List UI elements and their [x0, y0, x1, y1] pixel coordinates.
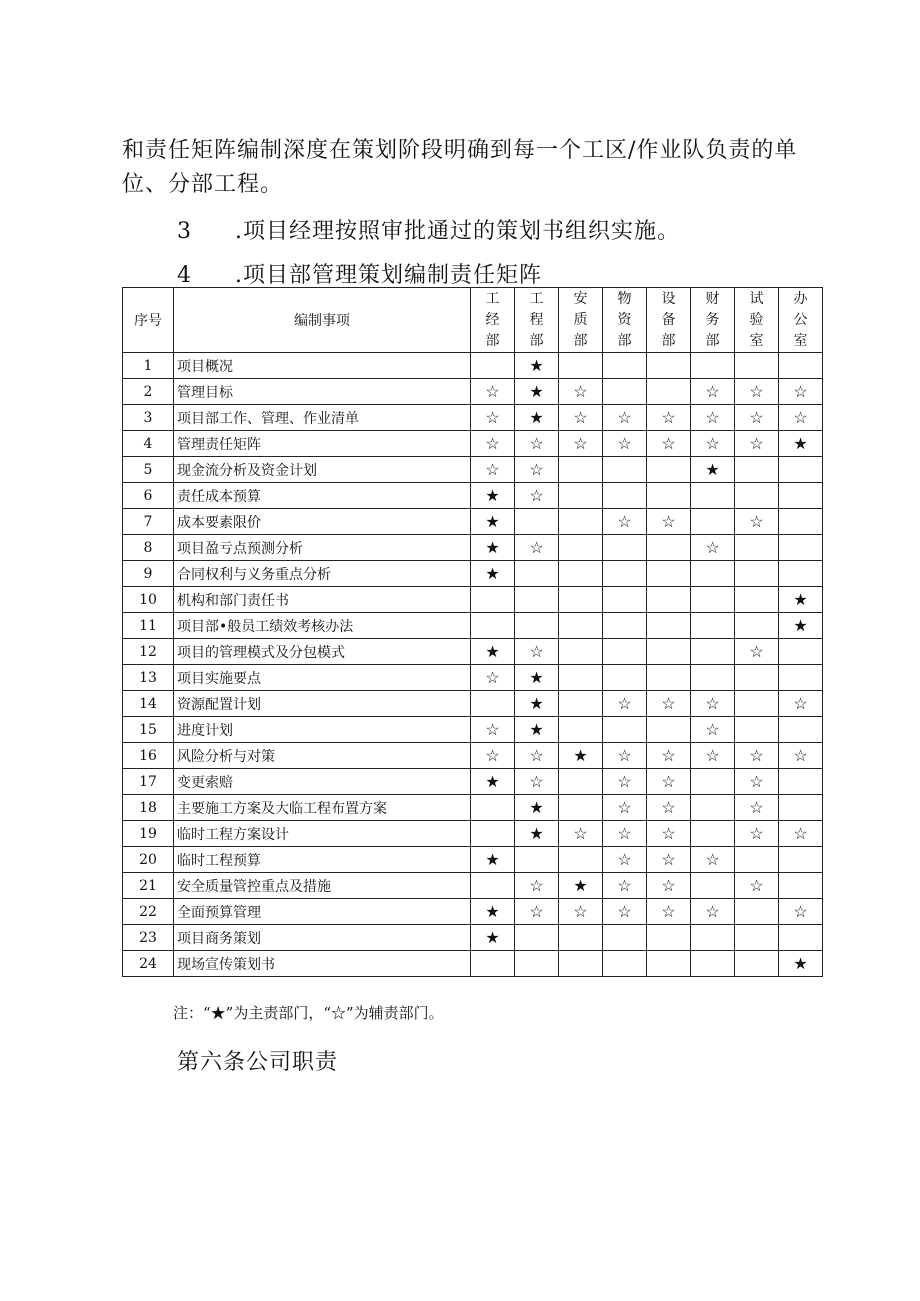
- table-row: [123, 795, 823, 821]
- responsibility-mark: [603, 587, 647, 613]
- row-number: 4: [123, 431, 174, 457]
- responsibility-mark: [691, 353, 735, 379]
- row-number: 7: [123, 509, 174, 535]
- responsibility-mark: [559, 353, 603, 379]
- responsibility-mark: [735, 457, 779, 483]
- responsibility-mark: ☆: [779, 691, 823, 717]
- responsibility-mark: ☆: [779, 899, 823, 925]
- responsibility-mark: [647, 587, 691, 613]
- responsibility-mark: ☆: [515, 457, 559, 483]
- responsibility-mark: ★: [515, 379, 559, 405]
- responsibility-mark: [515, 561, 559, 587]
- responsibility-mark: [559, 561, 603, 587]
- responsibility-mark: [779, 639, 823, 665]
- row-item: 项目部工作、管理、作业清单: [174, 405, 471, 431]
- responsibility-mark: [471, 353, 515, 379]
- responsibility-mark: [779, 717, 823, 743]
- responsibility-mark: [559, 847, 603, 873]
- row-item: 管理责任矩阵: [174, 431, 471, 457]
- responsibility-mark: [647, 379, 691, 405]
- table-row: [123, 899, 823, 925]
- table-row: [123, 847, 823, 873]
- table-row: [123, 873, 823, 899]
- responsibility-mark: [647, 535, 691, 561]
- responsibility-mark: ☆: [647, 691, 691, 717]
- responsibility-mark: [691, 509, 735, 535]
- responsibility-mark: ☆: [559, 821, 603, 847]
- responsibility-mark: [515, 509, 559, 535]
- responsibility-mark: [779, 795, 823, 821]
- row-number: 17: [123, 769, 174, 795]
- responsibility-mark: [735, 665, 779, 691]
- responsibility-mark: [471, 691, 515, 717]
- responsibility-mark: [779, 769, 823, 795]
- responsibility-mark: [559, 587, 603, 613]
- responsibility-mark: [647, 561, 691, 587]
- responsibility-mark: ★: [471, 483, 515, 509]
- responsibility-mark: ☆: [647, 769, 691, 795]
- responsibility-mark: ★: [779, 951, 823, 977]
- responsibility-mark: [735, 535, 779, 561]
- table-row: [123, 535, 823, 561]
- responsibility-mark: ☆: [647, 509, 691, 535]
- responsibility-mark: ☆: [471, 457, 515, 483]
- table-row: [123, 613, 823, 639]
- row-number: 24: [123, 951, 174, 977]
- responsibility-mark: [559, 483, 603, 509]
- header-dept: 试 验 室: [735, 288, 779, 353]
- responsibility-mark: [779, 535, 823, 561]
- row-item: 临时工程方案设计: [174, 821, 471, 847]
- responsibility-mark: ☆: [603, 691, 647, 717]
- responsibility-mark: [735, 925, 779, 951]
- responsibility-mark: ★: [515, 353, 559, 379]
- row-number: 13: [123, 665, 174, 691]
- row-item: 机构和部门责任书: [174, 587, 471, 613]
- row-number: 8: [123, 535, 174, 561]
- responsibility-mark: [559, 717, 603, 743]
- responsibility-mark: ★: [691, 457, 735, 483]
- responsibility-mark: [735, 483, 779, 509]
- table-row: [123, 457, 823, 483]
- responsibility-mark: ☆: [603, 743, 647, 769]
- responsibility-mark: ☆: [735, 795, 779, 821]
- responsibility-mark: [559, 665, 603, 691]
- table-row: [123, 379, 823, 405]
- table-body: [123, 353, 823, 977]
- responsibility-mark: ★: [471, 639, 515, 665]
- responsibility-mark: ☆: [735, 509, 779, 535]
- table-row: [123, 951, 823, 977]
- responsibility-mark: [735, 587, 779, 613]
- responsibility-mark: ☆: [471, 743, 515, 769]
- responsibility-mark: [559, 509, 603, 535]
- row-number: 3: [123, 405, 174, 431]
- responsibility-mark: ☆: [603, 769, 647, 795]
- row-number: 16: [123, 743, 174, 769]
- row-item: 临时工程预算: [174, 847, 471, 873]
- row-number: 12: [123, 639, 174, 665]
- table-row: [123, 691, 823, 717]
- item-3-text: .项目经理按照审批通过的策划书组织实施。: [235, 219, 680, 244]
- responsibility-mark: [691, 613, 735, 639]
- responsibility-mark: [735, 951, 779, 977]
- responsibility-mark: ☆: [735, 431, 779, 457]
- row-item: 全面预算管理: [174, 899, 471, 925]
- section-title: 第六条公司职责: [177, 1050, 339, 1075]
- header-dept: 安 质 部: [559, 288, 603, 353]
- responsibility-mark: [471, 821, 515, 847]
- row-item: 合同权利与义务重点分析: [174, 561, 471, 587]
- responsibility-mark: [515, 951, 559, 977]
- responsibility-mark: [779, 873, 823, 899]
- responsibility-mark: [471, 873, 515, 899]
- row-number: 2: [123, 379, 174, 405]
- responsibility-mark: ☆: [735, 379, 779, 405]
- responsibility-mark: ☆: [603, 405, 647, 431]
- row-number: 21: [123, 873, 174, 899]
- responsibility-mark: [603, 613, 647, 639]
- responsibility-mark: [691, 561, 735, 587]
- legend-note: 注：“★”为主责部门，“☆”为辅责部门。: [173, 1004, 444, 1022]
- responsibility-mark: [603, 665, 647, 691]
- responsibility-mark: [779, 509, 823, 535]
- responsibility-mark: [603, 951, 647, 977]
- responsibility-mark: [735, 353, 779, 379]
- row-item: 项目盈亏点预测分析: [174, 535, 471, 561]
- responsibility-mark: [691, 951, 735, 977]
- responsibility-mark: ★: [779, 431, 823, 457]
- responsibility-mark: [735, 899, 779, 925]
- responsibility-mark: ★: [515, 795, 559, 821]
- responsibility-mark: [603, 535, 647, 561]
- header-dept: 设 备 部: [647, 288, 691, 353]
- responsibility-mark: [559, 951, 603, 977]
- row-item: 主要施工方案及大临工程布置方案: [174, 795, 471, 821]
- responsibility-mark: ☆: [735, 639, 779, 665]
- responsibility-mark: [691, 483, 735, 509]
- responsibility-mark: ★: [471, 847, 515, 873]
- responsibility-mark: ☆: [647, 405, 691, 431]
- responsibility-mark: ☆: [471, 717, 515, 743]
- responsibility-mark: ☆: [647, 873, 691, 899]
- responsibility-mark: [779, 847, 823, 873]
- responsibility-mark: ☆: [515, 639, 559, 665]
- responsibility-mark: ☆: [559, 405, 603, 431]
- table-row: [123, 509, 823, 535]
- responsibility-mark: ☆: [515, 769, 559, 795]
- responsibility-mark: ★: [515, 405, 559, 431]
- row-item: 责任成本预算: [174, 483, 471, 509]
- responsibility-mark: ★: [471, 509, 515, 535]
- responsibility-mark: [559, 925, 603, 951]
- responsibility-mark: ☆: [691, 717, 735, 743]
- responsibility-mark: ☆: [515, 873, 559, 899]
- header-dept: 工 程 部: [515, 288, 559, 353]
- responsibility-mark: ★: [471, 899, 515, 925]
- row-item: 管理目标: [174, 379, 471, 405]
- responsibility-mark: ☆: [471, 405, 515, 431]
- responsibility-mark: ★: [779, 587, 823, 613]
- row-number: 5: [123, 457, 174, 483]
- responsibility-mark: [603, 639, 647, 665]
- responsibility-mark: [691, 873, 735, 899]
- responsibility-mark: ☆: [559, 899, 603, 925]
- responsibility-mark: [603, 353, 647, 379]
- row-item: 成本要素限价: [174, 509, 471, 535]
- responsibility-mark: [559, 639, 603, 665]
- header-dept: 物 资 部: [603, 288, 647, 353]
- table-header-row: [123, 288, 823, 353]
- responsibility-mark: ☆: [691, 405, 735, 431]
- responsibility-mark: [471, 613, 515, 639]
- responsibility-mark: [779, 665, 823, 691]
- responsibility-mark: [779, 925, 823, 951]
- responsibility-mark: [559, 613, 603, 639]
- row-item: 项目部•般员工绩效考核办法: [174, 613, 471, 639]
- table-row: [123, 353, 823, 379]
- responsibility-mark: [647, 951, 691, 977]
- table-row: [123, 431, 823, 457]
- responsibility-mark: [603, 457, 647, 483]
- responsibility-mark: ★: [471, 561, 515, 587]
- responsibility-mark: [647, 639, 691, 665]
- responsibility-mark: [647, 665, 691, 691]
- responsibility-mark: ☆: [691, 691, 735, 717]
- table-row: [123, 639, 823, 665]
- item-3-heading: [177, 214, 680, 245]
- responsibility-mark: ☆: [647, 821, 691, 847]
- header-item: 编制事项: [174, 288, 471, 353]
- responsibility-mark: [559, 691, 603, 717]
- responsibility-mark: [559, 769, 603, 795]
- header-dept: 办 公 室: [779, 288, 823, 353]
- row-number: 20: [123, 847, 174, 873]
- responsibility-mark: ☆: [691, 379, 735, 405]
- responsibility-mark: ☆: [779, 379, 823, 405]
- item-4-number: 4: [177, 263, 192, 288]
- header-no: 序号: [123, 288, 174, 353]
- row-number: 9: [123, 561, 174, 587]
- responsibility-mark: [735, 691, 779, 717]
- responsibility-mark: ☆: [603, 873, 647, 899]
- responsibility-mark: ★: [515, 717, 559, 743]
- row-number: 10: [123, 587, 174, 613]
- responsibility-mark: [691, 665, 735, 691]
- responsibility-mark: [603, 379, 647, 405]
- responsibility-mark: ☆: [603, 847, 647, 873]
- table-row: [123, 483, 823, 509]
- row-item: 现场宣传策划书: [174, 951, 471, 977]
- responsibility-mark: ☆: [603, 795, 647, 821]
- responsibility-mark: [779, 353, 823, 379]
- table-row: [123, 925, 823, 951]
- responsibility-mark: [559, 535, 603, 561]
- header-dept: 工 经 部: [471, 288, 515, 353]
- table-row: [123, 717, 823, 743]
- responsibility-mark: ☆: [515, 743, 559, 769]
- responsibility-mark: ☆: [647, 795, 691, 821]
- responsibility-mark: ☆: [515, 483, 559, 509]
- responsibility-mark: [691, 639, 735, 665]
- item-4-text: .项目部管理策划编制责任矩阵: [235, 263, 542, 288]
- row-item: 进度计划: [174, 717, 471, 743]
- row-item: 项目实施要点: [174, 665, 471, 691]
- responsibility-matrix-table: [122, 287, 823, 977]
- responsibility-mark: ☆: [691, 847, 735, 873]
- responsibility-mark: [471, 587, 515, 613]
- responsibility-mark: ☆: [691, 899, 735, 925]
- responsibility-mark: ☆: [735, 743, 779, 769]
- responsibility-mark: ☆: [471, 665, 515, 691]
- responsibility-mark: [691, 821, 735, 847]
- responsibility-mark: [471, 795, 515, 821]
- responsibility-mark: [559, 457, 603, 483]
- intro-paragraph: 和责任矩阵编制深度在策划阶段明确到每一个工区/作业队负责的单位、分部工程。: [122, 138, 798, 197]
- responsibility-mark: ☆: [691, 743, 735, 769]
- responsibility-mark: [603, 717, 647, 743]
- responsibility-mark: ☆: [515, 899, 559, 925]
- responsibility-mark: ☆: [603, 431, 647, 457]
- responsibility-mark: ☆: [735, 873, 779, 899]
- responsibility-mark: ★: [471, 535, 515, 561]
- row-item: 项目的管理模式及分包模式: [174, 639, 471, 665]
- table-row: [123, 561, 823, 587]
- responsibility-mark: [603, 925, 647, 951]
- table-row: [123, 743, 823, 769]
- row-item: 项目商务策划: [174, 925, 471, 951]
- responsibility-mark: ☆: [603, 509, 647, 535]
- responsibility-mark: ☆: [471, 379, 515, 405]
- responsibility-mark: [735, 717, 779, 743]
- responsibility-mark: ☆: [735, 769, 779, 795]
- row-number: 23: [123, 925, 174, 951]
- responsibility-mark: ★: [515, 821, 559, 847]
- responsibility-mark: [559, 795, 603, 821]
- row-number: 11: [123, 613, 174, 639]
- responsibility-mark: ☆: [691, 535, 735, 561]
- responsibility-mark: [647, 925, 691, 951]
- row-number: 14: [123, 691, 174, 717]
- header-dept: 财 务 部: [691, 288, 735, 353]
- responsibility-mark: [603, 561, 647, 587]
- row-number: 6: [123, 483, 174, 509]
- responsibility-mark: [735, 561, 779, 587]
- row-item: 风险分析与对策: [174, 743, 471, 769]
- responsibility-mark: ☆: [647, 899, 691, 925]
- responsibility-mark: ☆: [471, 431, 515, 457]
- responsibility-mark: [735, 847, 779, 873]
- responsibility-mark: [691, 587, 735, 613]
- responsibility-mark: [515, 847, 559, 873]
- responsibility-mark: ☆: [603, 899, 647, 925]
- responsibility-mark: ★: [559, 743, 603, 769]
- responsibility-mark: [471, 951, 515, 977]
- responsibility-mark: ☆: [515, 535, 559, 561]
- item-3-number: 3: [177, 219, 192, 244]
- row-number: 1: [123, 353, 174, 379]
- responsibility-mark: ☆: [515, 431, 559, 457]
- responsibility-mark: ★: [471, 925, 515, 951]
- item-4-heading: [177, 258, 542, 289]
- responsibility-mark: [691, 925, 735, 951]
- responsibility-mark: ★: [471, 769, 515, 795]
- responsibility-mark: [691, 769, 735, 795]
- responsibility-mark: ☆: [779, 743, 823, 769]
- responsibility-mark: ☆: [735, 821, 779, 847]
- table-row: [123, 665, 823, 691]
- responsibility-mark: [647, 483, 691, 509]
- responsibility-mark: ☆: [559, 431, 603, 457]
- responsibility-mark: [735, 613, 779, 639]
- responsibility-mark: ☆: [735, 405, 779, 431]
- responsibility-mark: [779, 561, 823, 587]
- responsibility-mark: ☆: [647, 847, 691, 873]
- row-item: 现金流分析及资金计划: [174, 457, 471, 483]
- row-item: 变更索赔: [174, 769, 471, 795]
- responsibility-mark: [515, 925, 559, 951]
- responsibility-mark: ★: [515, 665, 559, 691]
- table-row: [123, 769, 823, 795]
- row-number: 22: [123, 899, 174, 925]
- table-row: [123, 405, 823, 431]
- responsibility-mark: [515, 587, 559, 613]
- responsibility-mark: [779, 457, 823, 483]
- responsibility-mark: [603, 483, 647, 509]
- responsibility-mark: ★: [559, 873, 603, 899]
- row-number: 15: [123, 717, 174, 743]
- responsibility-mark: ☆: [691, 431, 735, 457]
- row-item: 资源配置计划: [174, 691, 471, 717]
- responsibility-mark: ☆: [603, 821, 647, 847]
- responsibility-mark: [647, 353, 691, 379]
- responsibility-mark: ☆: [779, 405, 823, 431]
- row-item: 安全质量管控重点及措施: [174, 873, 471, 899]
- table-row: [123, 821, 823, 847]
- responsibility-mark: ☆: [559, 379, 603, 405]
- table-row: [123, 587, 823, 613]
- row-number: 18: [123, 795, 174, 821]
- responsibility-mark: ★: [515, 691, 559, 717]
- responsibility-mark: [647, 717, 691, 743]
- row-number: 19: [123, 821, 174, 847]
- responsibility-mark: [647, 613, 691, 639]
- responsibility-mark: [691, 795, 735, 821]
- responsibility-mark: ★: [779, 613, 823, 639]
- responsibility-mark: [647, 457, 691, 483]
- responsibility-mark: [779, 483, 823, 509]
- responsibility-mark: ☆: [647, 743, 691, 769]
- responsibility-mark: ☆: [647, 431, 691, 457]
- row-item: 项目概况: [174, 353, 471, 379]
- responsibility-mark: [515, 613, 559, 639]
- responsibility-mark: ☆: [779, 821, 823, 847]
